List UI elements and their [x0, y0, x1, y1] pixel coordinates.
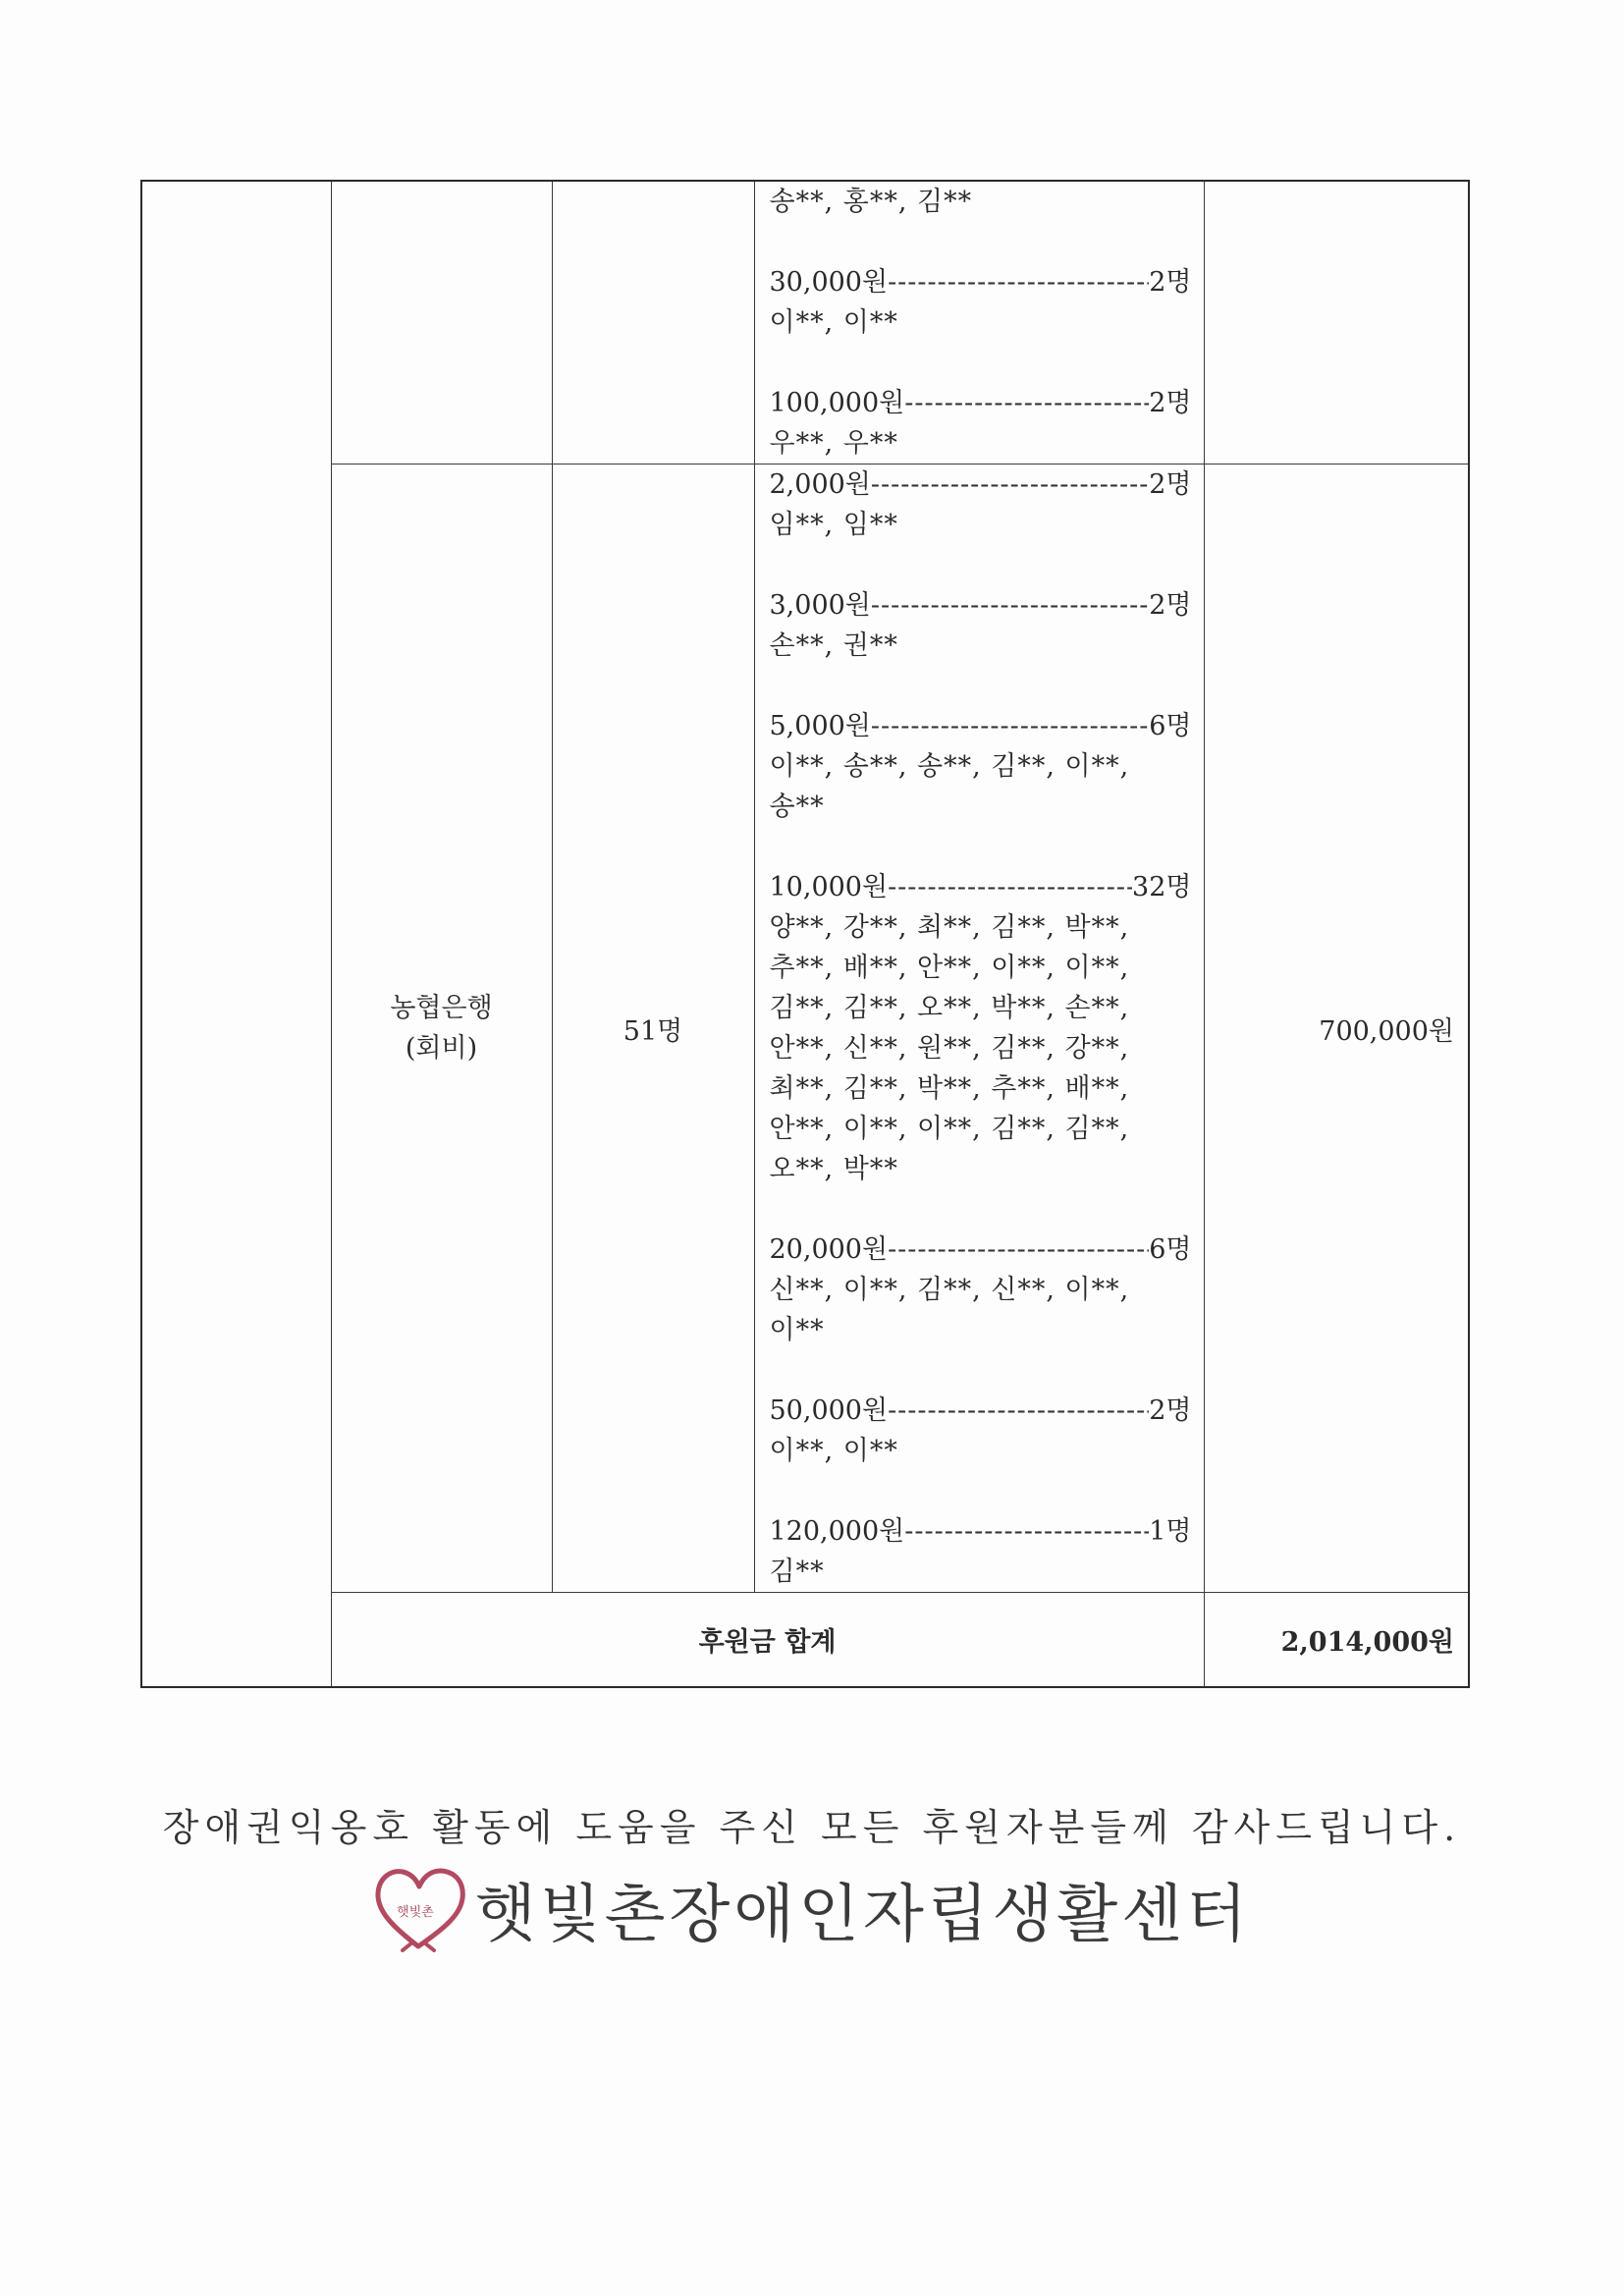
donor-group	[770, 383, 1192, 464]
source-cell	[331, 181, 552, 465]
table-row	[141, 465, 1469, 1593]
amount-line	[770, 706, 1192, 746]
organization-name: 햇빛촌장애인자립생활센터	[475, 1879, 1251, 1951]
total-label: 후원금 합계	[331, 1593, 1204, 1687]
amount-line	[770, 465, 1192, 505]
amount-line	[770, 1391, 1192, 1431]
donation-amount: 10,000원	[769, 872, 889, 902]
donor-group	[770, 867, 1192, 1189]
people-cell	[552, 181, 754, 465]
table-row	[141, 181, 1469, 465]
donation-table	[140, 180, 1470, 1688]
amount-line	[770, 1511, 1192, 1552]
amount-line	[770, 383, 1192, 423]
donor-count: 2명	[1149, 590, 1192, 621]
organization-logo	[373, 1864, 1251, 1954]
amount-line	[770, 867, 1192, 907]
donor-names: 안**, 신**, 원**, 김**, 강**,	[769, 1033, 1130, 1064]
source-name: 농협은행	[390, 993, 493, 1023]
donor-names: 안**, 이**, 이**, 김**, 김**,	[769, 1114, 1130, 1144]
dash-leader	[871, 706, 1149, 746]
donor-names: 김**, 김**, 오**, 박**, 손**,	[769, 993, 1130, 1023]
donation-amount: 2,000원	[769, 469, 871, 500]
donor-count: 2명	[1149, 267, 1192, 298]
amount-line	[770, 262, 1192, 302]
amount-cell	[1204, 181, 1469, 465]
donor-count: 2명	[1149, 1395, 1192, 1426]
donation-amount: 5,000원	[769, 711, 871, 741]
dash-leader	[888, 1230, 1149, 1270]
source-type: (회비)	[405, 1033, 478, 1064]
people-cell: 51명	[552, 465, 754, 1593]
donor-detail-cell	[754, 465, 1204, 1593]
donor-names: 신**, 이**, 김**, 신**, 이**,	[769, 1275, 1130, 1305]
thanks-message: 장애권익옹호 활동에 도움을 주신 모든 후원자분들께 감사드립니다.	[162, 1806, 1462, 1849]
amount-line	[770, 585, 1192, 626]
donor-group	[770, 1511, 1192, 1592]
donor-names: 이**, 송**, 송**, 김**, 이**,	[769, 751, 1130, 782]
donor-names: 우**, 우**	[769, 428, 898, 459]
donor-group	[770, 465, 1192, 545]
donor-detail-cell	[754, 181, 1204, 465]
category-cell	[141, 181, 331, 1687]
dash-leader	[904, 1511, 1149, 1552]
donor-group	[770, 182, 1192, 222]
dash-leader	[888, 1391, 1149, 1431]
donor-count: 32명	[1132, 872, 1192, 902]
donor-names: 추**, 배**, 안**, 이**, 이**,	[769, 953, 1130, 983]
dash-leader	[904, 383, 1149, 423]
donor-names: 양**, 강**, 최**, 김**, 박**,	[769, 912, 1130, 943]
donor-names: 송**, 홍**, 김**	[769, 187, 973, 217]
donor-names: 송**	[769, 792, 825, 822]
donation-amount: 20,000원	[769, 1234, 889, 1265]
donation-amount: 30,000원	[769, 267, 889, 298]
logo-heart-text: 햇빛촌	[397, 1905, 434, 1920]
donation-amount: 3,000원	[769, 590, 871, 621]
total-row	[141, 1593, 1469, 1687]
donor-names: 이**, 이**	[769, 307, 898, 338]
donor-count: 6명	[1149, 1234, 1192, 1265]
donation-amount: 100,000원	[769, 388, 905, 418]
amount-cell: 700,000원	[1204, 465, 1469, 1593]
donor-names: 임**, 임**	[769, 510, 898, 540]
donor-names: 오**, 박**	[769, 1154, 898, 1184]
heart-icon	[373, 1866, 469, 1952]
dash-leader	[888, 867, 1132, 907]
donor-group	[770, 1391, 1192, 1471]
dash-leader	[871, 465, 1149, 505]
donor-count: 1명	[1149, 1516, 1192, 1547]
amount-line	[770, 1230, 1192, 1270]
source-cell	[331, 465, 552, 1593]
donor-count: 6명	[1149, 711, 1192, 741]
donor-count: 2명	[1149, 388, 1192, 418]
donation-amount: 50,000원	[769, 1395, 889, 1426]
donor-names: 최**, 김**, 박**, 추**, 배**,	[769, 1073, 1130, 1104]
donor-names: 손**, 권**	[769, 630, 898, 661]
donor-names: 이**	[769, 1315, 825, 1345]
donor-names: 김**	[769, 1557, 825, 1587]
donor-count: 2명	[1149, 469, 1192, 500]
dash-leader	[871, 585, 1149, 626]
donor-group	[770, 706, 1192, 827]
donor-group	[770, 585, 1192, 666]
donor-group	[770, 1230, 1192, 1350]
total-value: 2,014,000원	[1204, 1593, 1469, 1687]
donor-names: 이**, 이**	[769, 1436, 898, 1466]
donor-group	[770, 262, 1192, 343]
donation-amount: 120,000원	[769, 1516, 905, 1547]
dash-leader	[888, 262, 1149, 302]
